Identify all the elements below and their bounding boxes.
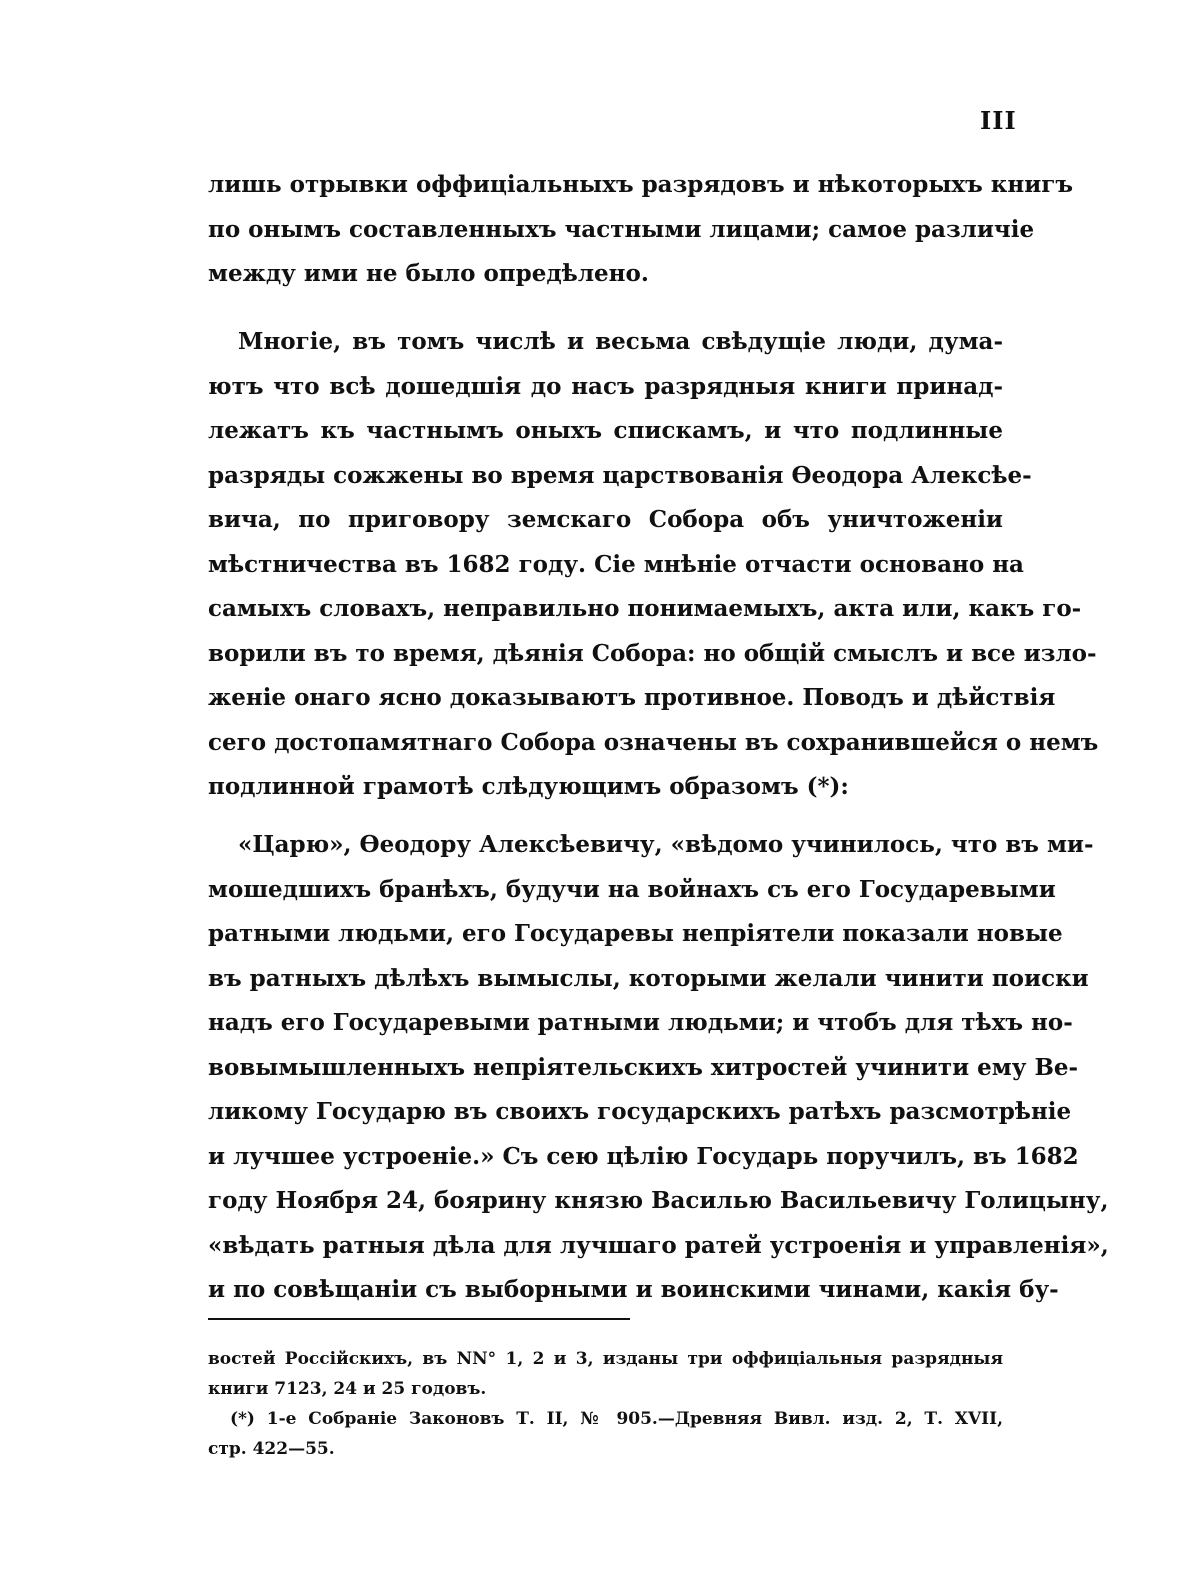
text-line: лежатъ къ частнымъ оныхъ спискамъ, и что подлинные (208, 417, 1003, 444)
paragraph-3 (208, 823, 1109, 1313)
text-line: по онымъ составленныхъ частными лицами; самое различіе (208, 215, 1035, 243)
page-number: III (980, 106, 1017, 135)
paragraph-2 (208, 320, 1099, 810)
footnote-divider (208, 1318, 630, 1320)
text-line: ворили въ то время, дѣянія Собора: но общій смыслъ и все изло- (208, 639, 1097, 667)
text-line: «Царю», Ѳеодору Алексѣевичу, «вѣдомо учинилось, что въ ми- (238, 831, 1094, 858)
text-line: между ими не было опредѣлено. (208, 260, 649, 287)
footnote-line: (*) 1-е Собраніе Законовъ Т. II, № 905.—Древняя Вивл. изд. 2, Т. XVII, (230, 1409, 1003, 1429)
text-line: Многіе, въ томъ числѣ и весьма свѣдущіе люди, дума- (238, 328, 1003, 355)
text-line: и по совѣщаніи съ выборными и воинскими чинами, какія бу- (208, 1276, 1059, 1303)
text-line: мошедшихъ бранѣхъ, будучи на войнахъ съ его Государевыми (208, 875, 1056, 903)
text-line: ратными людьми, его Государевы непріятели показали новые (208, 920, 1063, 947)
footnotes (208, 1344, 1003, 1464)
text-line: надъ его Государевыми ратными людьми; и чтобъ для тѣхъ но- (208, 1009, 1073, 1036)
text-line: разряды сожжены во время царствованія Ѳеодора Алексѣе- (208, 461, 1032, 489)
text-line: мѣстничества въ 1682 году. Сіе мнѣніе отчасти основано на (208, 550, 1024, 578)
text-line: сего достопамятнаго Собора означены въ сохранившейся о немъ (208, 728, 1099, 756)
text-line: лишь отрывки оффиціальныхъ разрядовъ и нѣкоторыхъ книгъ (208, 171, 1073, 198)
footnote-continuation (208, 1344, 1003, 1404)
text-line: ютъ что всѣ дошедшія до насъ разрядныя книги принад- (208, 372, 1003, 400)
text-line: самыхъ словахъ, неправильно понимаемыхъ, акта или, какъ го- (208, 595, 1082, 622)
text-line: подлинной грамотѣ слѣдующимъ образомъ (*): (208, 773, 849, 800)
text-line: ликому Государю въ своихъ государскихъ ратѣхъ разсмотрѣніе (208, 1098, 1072, 1125)
footnote-line: востей Россійскихъ, въ NN° 1, 2 и 3, изданы три оффиціальныя разрядныя (208, 1349, 1003, 1369)
paragraph-1 (208, 163, 1073, 297)
text-line: и лучшее устроеніе.» Съ сею цѣлію Государь поручилъ, въ 1682 (208, 1142, 1079, 1170)
text-line: вовымышленныхъ непріятельскихъ хитростей учинити ему Ве- (208, 1053, 1079, 1081)
text-line: въ ратныхъ дѣлѣхъ вымыслы, которыми желали чинити поиски (208, 964, 1089, 992)
footnote-asterisk (208, 1404, 1003, 1464)
text-line: году Ноября 24, боярину князю Василью Васильевичу Голицыну, (208, 1187, 1109, 1214)
text-line: женіе онаго ясно доказываютъ противное. Поводъ и дѣйствія (208, 684, 1056, 711)
footnote-line: стр. 422—55. (208, 1439, 335, 1459)
text-line: вича, по приговору земскаго Собора объ уничтоженіи (208, 506, 1003, 533)
text-line: «вѣдать ратныя дѣла для лучшаго ратей устроенія и управленія», (208, 1231, 1109, 1259)
footnote-line: книги 7123, 24 и 25 годовъ. (208, 1379, 487, 1399)
